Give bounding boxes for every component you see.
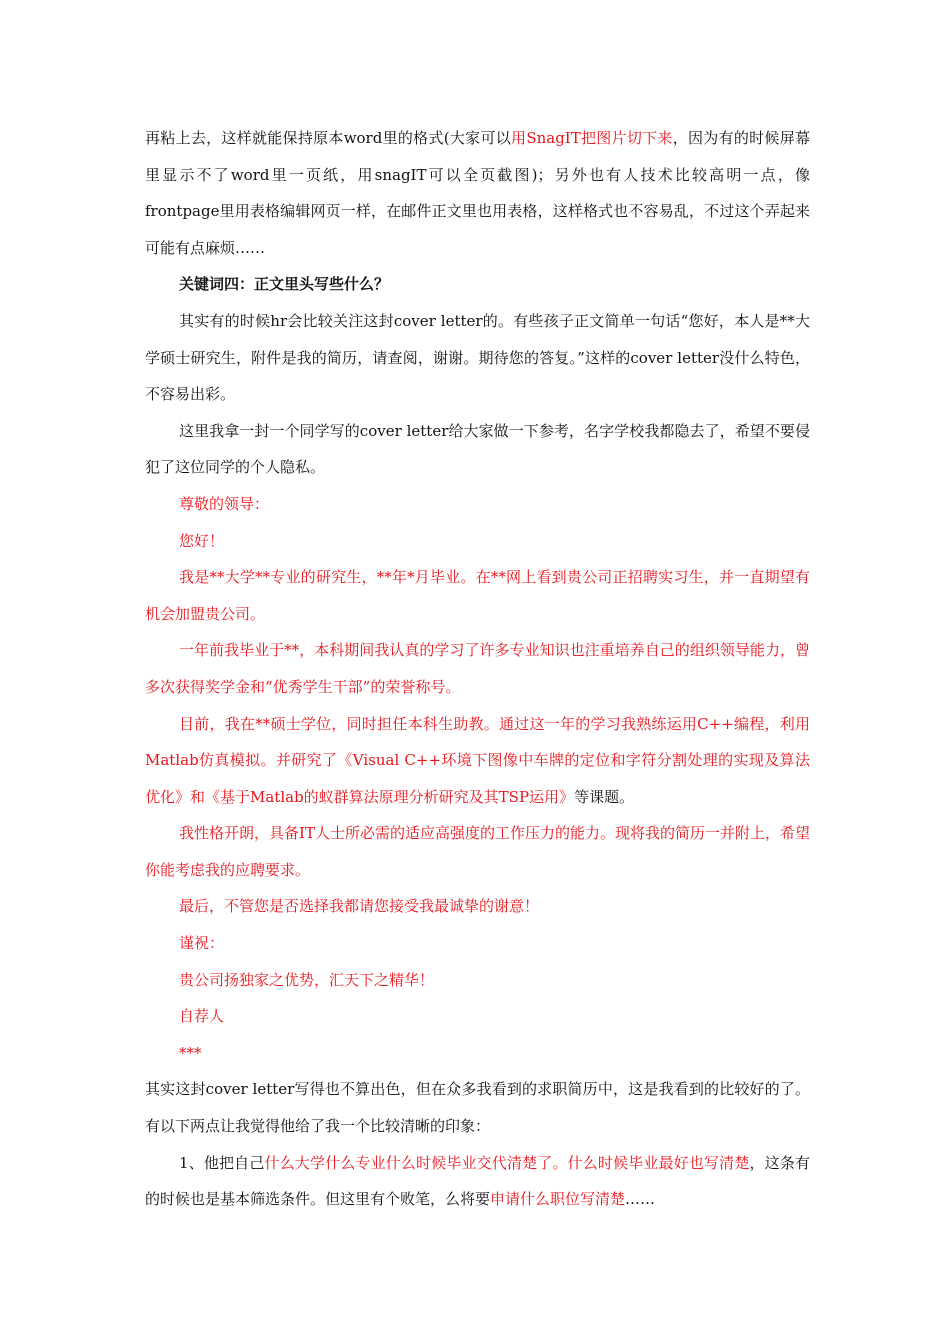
- text-segment: 目前，我在**硕士学位，同时担任本科生助教。通过这一年的学习我熟练运用C++编程，利用Matlab仿真模拟。并研究了《Visual C++环境下图像中车牌的定位和字符分割处理的实现及算法优化》和《基于Matlab的蚁群算法原理分析研究及其TSP运用》: [145, 714, 810, 806]
- text-segment: ，因为有的时候屏幕里显示不了word里一页纸，用snagIT可以全页截图)；另外也有人技术比较高明一点，像frontpage里用表格编辑网页一样，在邮件正文里也用表格，这样格式也不容易乱，不过这个弄起来可能有点麻烦……: [145, 129, 810, 257]
- letter-salutation: 尊敬的领导：: [179, 494, 270, 513]
- letter-paragraph-3: [145, 706, 810, 816]
- highlight-graduation-info: 什么大学什么专业什么时候毕业交代清楚了。什么时候毕业最好也写清楚: [264, 1153, 750, 1172]
- letter-wish: 贵公司扬独家之优势，汇天下之精华！: [179, 970, 435, 989]
- paragraph-format-tips: [145, 120, 810, 266]
- text-segment: ，这条有的时候也是基本筛选条件。但这里有个败笔，么将要: [145, 1153, 810, 1209]
- letter-paragraph-5: 最后，不管您是否选择我都请您接受我最诚挚的谢意！: [179, 897, 540, 916]
- letter-paragraph-1: 我是**大学**专业的研究生，**年*月毕业。在**网上看到贵公司正招聘实习生，并一直期望有机会加盟贵公司。: [145, 568, 810, 623]
- paragraph-example-intro: 这里我拿一封一个同学写的cover letter给大家做一下参考，名字学校我都隐去了，希望不要侵犯了这位同学的个人隐私。: [145, 421, 810, 477]
- paragraph-point-one: [145, 1145, 810, 1218]
- letter-paragraph-2: 一年前我毕业于**，本科期间我认真的学习了许多专业知识也注重培养自己的组织领导能力，曾多次获得奖学金和“优秀学生干部”的荣誉称号。: [145, 641, 810, 696]
- paragraph-hr-attention: 其实有的时候hr会比较关注这封cover letter的。有些孩子正文简单一句话“您好，本人是**大学硕士研究生，附件是我的简历，请查阅，谢谢。期待您的答复。”这样的cover letter没什么特色，不容易出彩。: [145, 311, 810, 404]
- letter-signer-name: ***: [179, 1043, 202, 1062]
- document-body: [145, 120, 810, 1218]
- letter-greeting: 您好！: [179, 531, 225, 550]
- letter-signoff: 自荐人: [179, 1007, 225, 1026]
- paragraph-evaluation: 其实这封cover letter写得也不算出色，但在众多我看到的求职简历中，这是我看到的比较好的了。有以下两点让我觉得他给了我一个比较清晰的印象：: [145, 1080, 810, 1136]
- text-segment: 再粘上去，这样就能保持原本word里的格式(大家可以: [145, 129, 512, 147]
- section-heading-keyword-four: 关键词四：正文里头写些什么？: [179, 275, 390, 294]
- letter-paragraph-4: 我性格开朗，具备IT人士所必需的适应高强度的工作压力的能力。现将我的简历一并附上，希望你能考虑我的应聘要求。: [145, 824, 810, 879]
- example-cover-letter: [145, 486, 810, 1072]
- text-segment: 1、他把自己: [179, 1153, 265, 1172]
- letter-closing: 谨祝：: [179, 934, 225, 953]
- highlight-snagit: 用SnagIT把图片切下来: [511, 129, 673, 147]
- text-segment: ……: [625, 1190, 656, 1209]
- text-segment: 等课题。: [574, 787, 635, 806]
- highlight-position: 申请什么职位写清楚: [490, 1190, 626, 1209]
